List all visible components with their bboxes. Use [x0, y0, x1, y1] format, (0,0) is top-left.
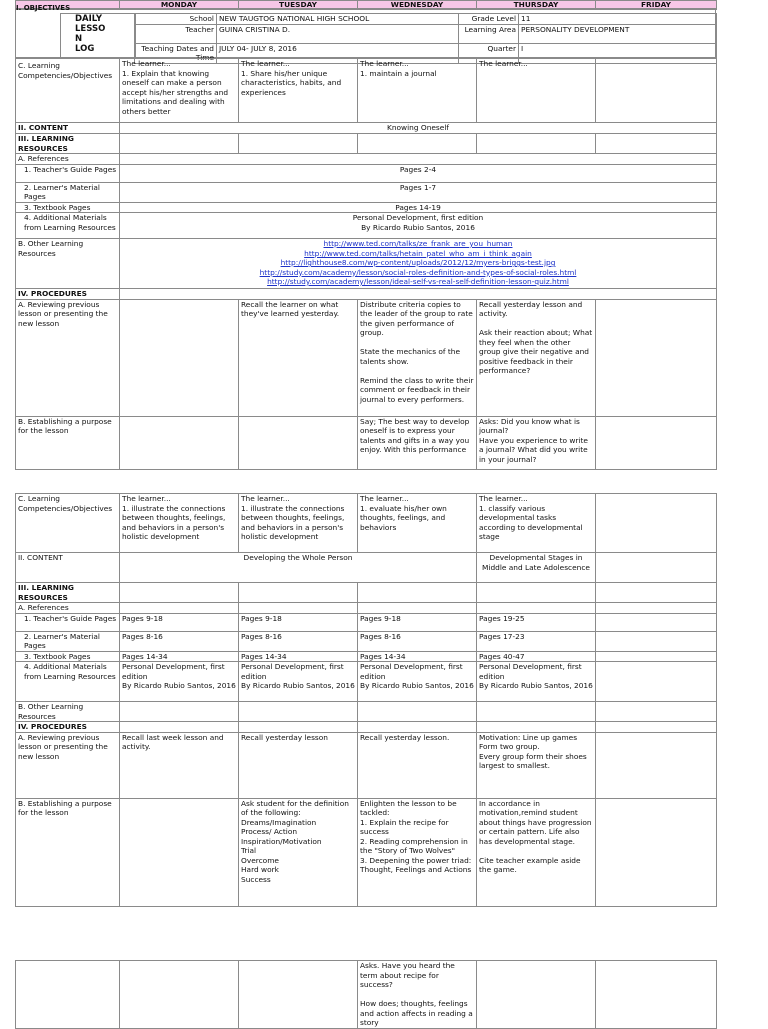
w2-review-thu: Motivation: Line up games Form two group. Every group form their shoes largest to smallest. [477, 732, 596, 798]
table-row [16, 182, 717, 202]
grade-label: Grade Level [459, 14, 519, 25]
table-row [16, 961, 717, 1029]
references-label: A. References [16, 154, 120, 165]
add-label: 4. Additional Materials from Learning Resources [16, 213, 120, 239]
table-row [16, 662, 717, 702]
day-thursday: THURSDAY [477, 1, 596, 10]
w2-tg-thu: Pages 19-25 [477, 613, 596, 631]
tb-label: 3. Textbook Pages [16, 202, 120, 213]
purpose-wed: Say; The best way to develop oneself is to express your talents and gifts in a way you enjoy. With this performance [358, 416, 477, 469]
table-row [16, 164, 717, 182]
w2-purpose-thu: In accordance in motivation,remind student about things have progression or certain pattern. Life also has developmental stage. Cite teacher example aside the game. [477, 798, 596, 906]
w2-add-label: 4. Additional Materials from Learning Resources [16, 662, 120, 702]
day-tuesday: TUESDAY [239, 1, 358, 10]
w2-lm-mon: Pages 8-16 [120, 631, 239, 651]
content-label: II. CONTENT [16, 123, 120, 134]
w2-tb-mon: Pages 14-34 [120, 651, 239, 662]
w2-add-tue: Personal Development, first edition By Ricardo Rubio Santos, 2016 [239, 662, 358, 702]
teacher-value: GUINA CRISTINA D. [217, 24, 459, 43]
w2-purpose-tue: Ask student for the definition of the following: Dreams/Imagination Process/ Action Inspiration/Motivation Trial Overcome Hard work Success [239, 798, 358, 906]
table-row [16, 239, 717, 289]
table-row [16, 651, 717, 662]
purpose-thu: Asks: Did you know what is journal? Have you experience to write a journal? What did you write in your journal? [477, 416, 596, 469]
link-ted-hetain-patel[interactable]: http://www.ted.com/talks/hetain_patel_who_am_i_think_again [304, 248, 532, 258]
w2-add-thu: Personal Development, first edition By Ricardo Rubio Santos, 2016 [477, 662, 596, 702]
table-row [16, 722, 717, 733]
w2-review-fri [596, 732, 717, 798]
w2-resources-label: III. LEARNING RESOURCES [16, 583, 120, 603]
w2-review-wed: Recall yesterday lesson. [358, 732, 477, 798]
w3-wed: Asks. Have you heard the term about recipe for success? How does; thoughts, feelings and action affects in reading a story [358, 961, 477, 1029]
comp-fri [596, 59, 717, 123]
teacher-label: Teacher [135, 24, 217, 43]
table-row [16, 134, 717, 154]
w2-tg-wed: Pages 9-18 [358, 613, 477, 631]
review-fri [596, 299, 717, 416]
w2-review-label: A. Reviewing previous lesson or presenting the new lesson [16, 732, 120, 798]
dates-value: JULY 04- JULY 8, 2016 [217, 43, 459, 63]
table-row [16, 289, 717, 300]
table-row [16, 732, 717, 798]
review-thu: Recall yesterday lesson and activity. Ask their reaction about; What they feel when the other group give their negative and positive feedback in their performance? [477, 299, 596, 416]
w2-tb-thu: Pages 40-47 [477, 651, 596, 662]
review-label: A. Reviewing previous lesson or presenting the new lesson [16, 299, 120, 416]
purpose-fri [596, 416, 717, 469]
area-label: Learning Area [459, 24, 519, 43]
week3-table [15, 960, 717, 1029]
other-links [120, 239, 717, 289]
table-row [16, 154, 717, 165]
week1-table [15, 58, 717, 470]
w2-tb-wed: Pages 14-34 [358, 651, 477, 662]
link-myers-briggs[interactable]: http://lighthouse8.com/wp-content/uploads/2012/12/myers-briggs-test.jpg [280, 258, 556, 267]
review-tue: Recall the learner on what they've learned yesterday. [239, 299, 358, 416]
other-label: B. Other Learning Resources [16, 239, 120, 289]
quarter-label: Quarter [459, 43, 519, 63]
quarter-value: I [519, 43, 717, 63]
header-info-table [134, 13, 717, 64]
table-row [16, 553, 717, 583]
day-wednesday: WEDNESDAY [358, 1, 477, 10]
w2-content-thu: Developmental Stages in Middle and Late Adolescence [477, 553, 596, 583]
w2-comp-mon: The learner... 1. illustrate the connections between thoughts, feelings, and behaviors in a person's holistic development [120, 494, 239, 553]
w2-add-fri [596, 662, 717, 702]
table-row [16, 494, 717, 553]
day-friday: FRIDAY [596, 1, 717, 10]
w2-other-label: B. Other Learning Resources [16, 702, 120, 722]
procedures-label: IV. PROCEDURES [16, 289, 120, 300]
table-row [16, 416, 717, 469]
w2-tb-label: 3. Textbook Pages [16, 651, 120, 662]
purpose-tue [239, 416, 358, 469]
grade-value: 11 [519, 14, 717, 25]
purpose-label: B. Establishing a purpose for the lesson [16, 416, 120, 469]
table-row [16, 631, 717, 651]
w2-review-tue: Recall yesterday lesson [239, 732, 358, 798]
add-value: Personal Development, first edition By Ricardo Rubio Santos, 2016 [120, 213, 717, 239]
w2-content-label: II. CONTENT [16, 553, 120, 583]
w2-purpose-fri [596, 798, 717, 906]
table-row [16, 603, 717, 614]
w2-lm-label: 2. Learner's Material Pages [16, 631, 120, 651]
w2-comp-thu: The learner... 1. classify various developmental tasks according to developmental stage [477, 494, 596, 553]
competencies-label: C. Learning Competencies/Objectives [16, 59, 120, 123]
table-row [16, 59, 717, 123]
lm-label: 2. Learner's Material Pages [16, 182, 120, 202]
table-row [16, 583, 717, 603]
w2-review-mon: Recall last week lesson and activity. [120, 732, 239, 798]
w2-lm-wed: Pages 8-16 [358, 631, 477, 651]
w2-comp-fri [596, 494, 717, 553]
school-value: NEW TAUGTOG NATIONAL HIGH SCHOOL [217, 14, 459, 25]
w2-content-value: Developing the Whole Person [120, 553, 477, 583]
w2-tg-label: 1. Teacher's Guide Pages [16, 613, 120, 631]
table-row [16, 798, 717, 906]
w2-comp-tue: The learner... 1. illustrate the connections between thoughts, feelings, and behaviors in a person's holistic development [239, 494, 358, 553]
w2-tb-tue: Pages 14-34 [239, 651, 358, 662]
w2-add-mon: Personal Development, first edition By Ricardo Rubio Santos, 2016 [120, 662, 239, 702]
link-ideal-self[interactable]: http://study.com/academy/lesson/ideal-self-vs-real-self-definition-lesson-quiz.html [267, 277, 569, 286]
w2-add-wed: Personal Development, first edition By Ricardo Rubio Santos, 2016 [358, 662, 477, 702]
tg-value: Pages 2-4 [120, 164, 717, 182]
table-row [16, 702, 717, 722]
school-label: School [135, 14, 217, 25]
table-row [16, 123, 717, 134]
table-row [16, 613, 717, 631]
lm-value: Pages 1-7 [120, 182, 717, 202]
week2-table [15, 493, 717, 907]
tg-label: 1. Teacher's Guide Pages [16, 164, 120, 182]
w2-purpose-label: B. Establishing a purpose for the lesson [16, 798, 120, 906]
w2-tg-mon: Pages 9-18 [120, 613, 239, 631]
review-wed: Distribute criteria copies to the leader of the group to rate the given performance of group. State the mechanics of the talents show. Remind the class to write their comment or feedback in their journal to every performers. [358, 299, 477, 416]
day-monday: MONDAY [120, 1, 239, 10]
w2-purpose-wed: Enlighten the lesson to be tackled: 1. Explain the recipe for success 2. Reading comprehension in the "Story of Two Wolves" 3. Deepening the power triad: Thought, Feelings and Actions [358, 798, 477, 906]
w2-comp-wed: The learner... 1. evaluate his/her own thoughts, feelings, and behaviors [358, 494, 477, 553]
w2-lm-fri [596, 631, 717, 651]
tb-value: Pages 14-19 [120, 202, 717, 213]
purpose-mon [120, 416, 239, 469]
table-row [16, 299, 717, 416]
link-social-roles[interactable]: http://study.com/academy/lesson/social-roles-definition-and-types-of-social-roles.html [259, 267, 577, 277]
table-row [16, 202, 717, 213]
daily-lesson-log-title: DAILY LESSO N LOG [60, 13, 136, 59]
comp-mon: The learner... 1. Explain that knowing oneself can make a person accept his/her strengths and limitations and dealing with others better [120, 59, 239, 123]
w2-lm-thu: Pages 17-23 [477, 631, 596, 651]
review-mon [120, 299, 239, 416]
w2-procedures-label: IV. PROCEDURES [16, 722, 120, 733]
w2-tg-fri [596, 613, 717, 631]
link-ted-ze-frank[interactable]: http://www.ted.com/talks/ze_frank_are_you_human [323, 239, 513, 248]
comp-wed: The learner... 1. maintain a journal [358, 59, 477, 123]
dates-label: Teaching Dates and Time [135, 43, 217, 63]
comp-thu: The learner... [477, 59, 596, 123]
resources-label: III. LEARNING RESOURCES [16, 134, 120, 154]
comp-tue: The learner... 1. Share his/her unique characteristics, habits, and experiences [239, 59, 358, 123]
w2-tb-fri [596, 651, 717, 662]
w2-purpose-mon [120, 798, 239, 906]
w2-competencies-label: C. Learning Competencies/Objectives [16, 494, 120, 553]
w2-lm-tue: Pages 8-16 [239, 631, 358, 651]
content-value: Knowing Oneself [120, 123, 717, 134]
w2-references-label: A. References [16, 603, 120, 614]
table-row [16, 213, 717, 239]
objectives-label: I. OBJECTIVES [16, 4, 71, 12]
area-value: PERSONALITY DEVELOPMENT [519, 24, 717, 43]
w2-tg-tue: Pages 9-18 [239, 613, 358, 631]
